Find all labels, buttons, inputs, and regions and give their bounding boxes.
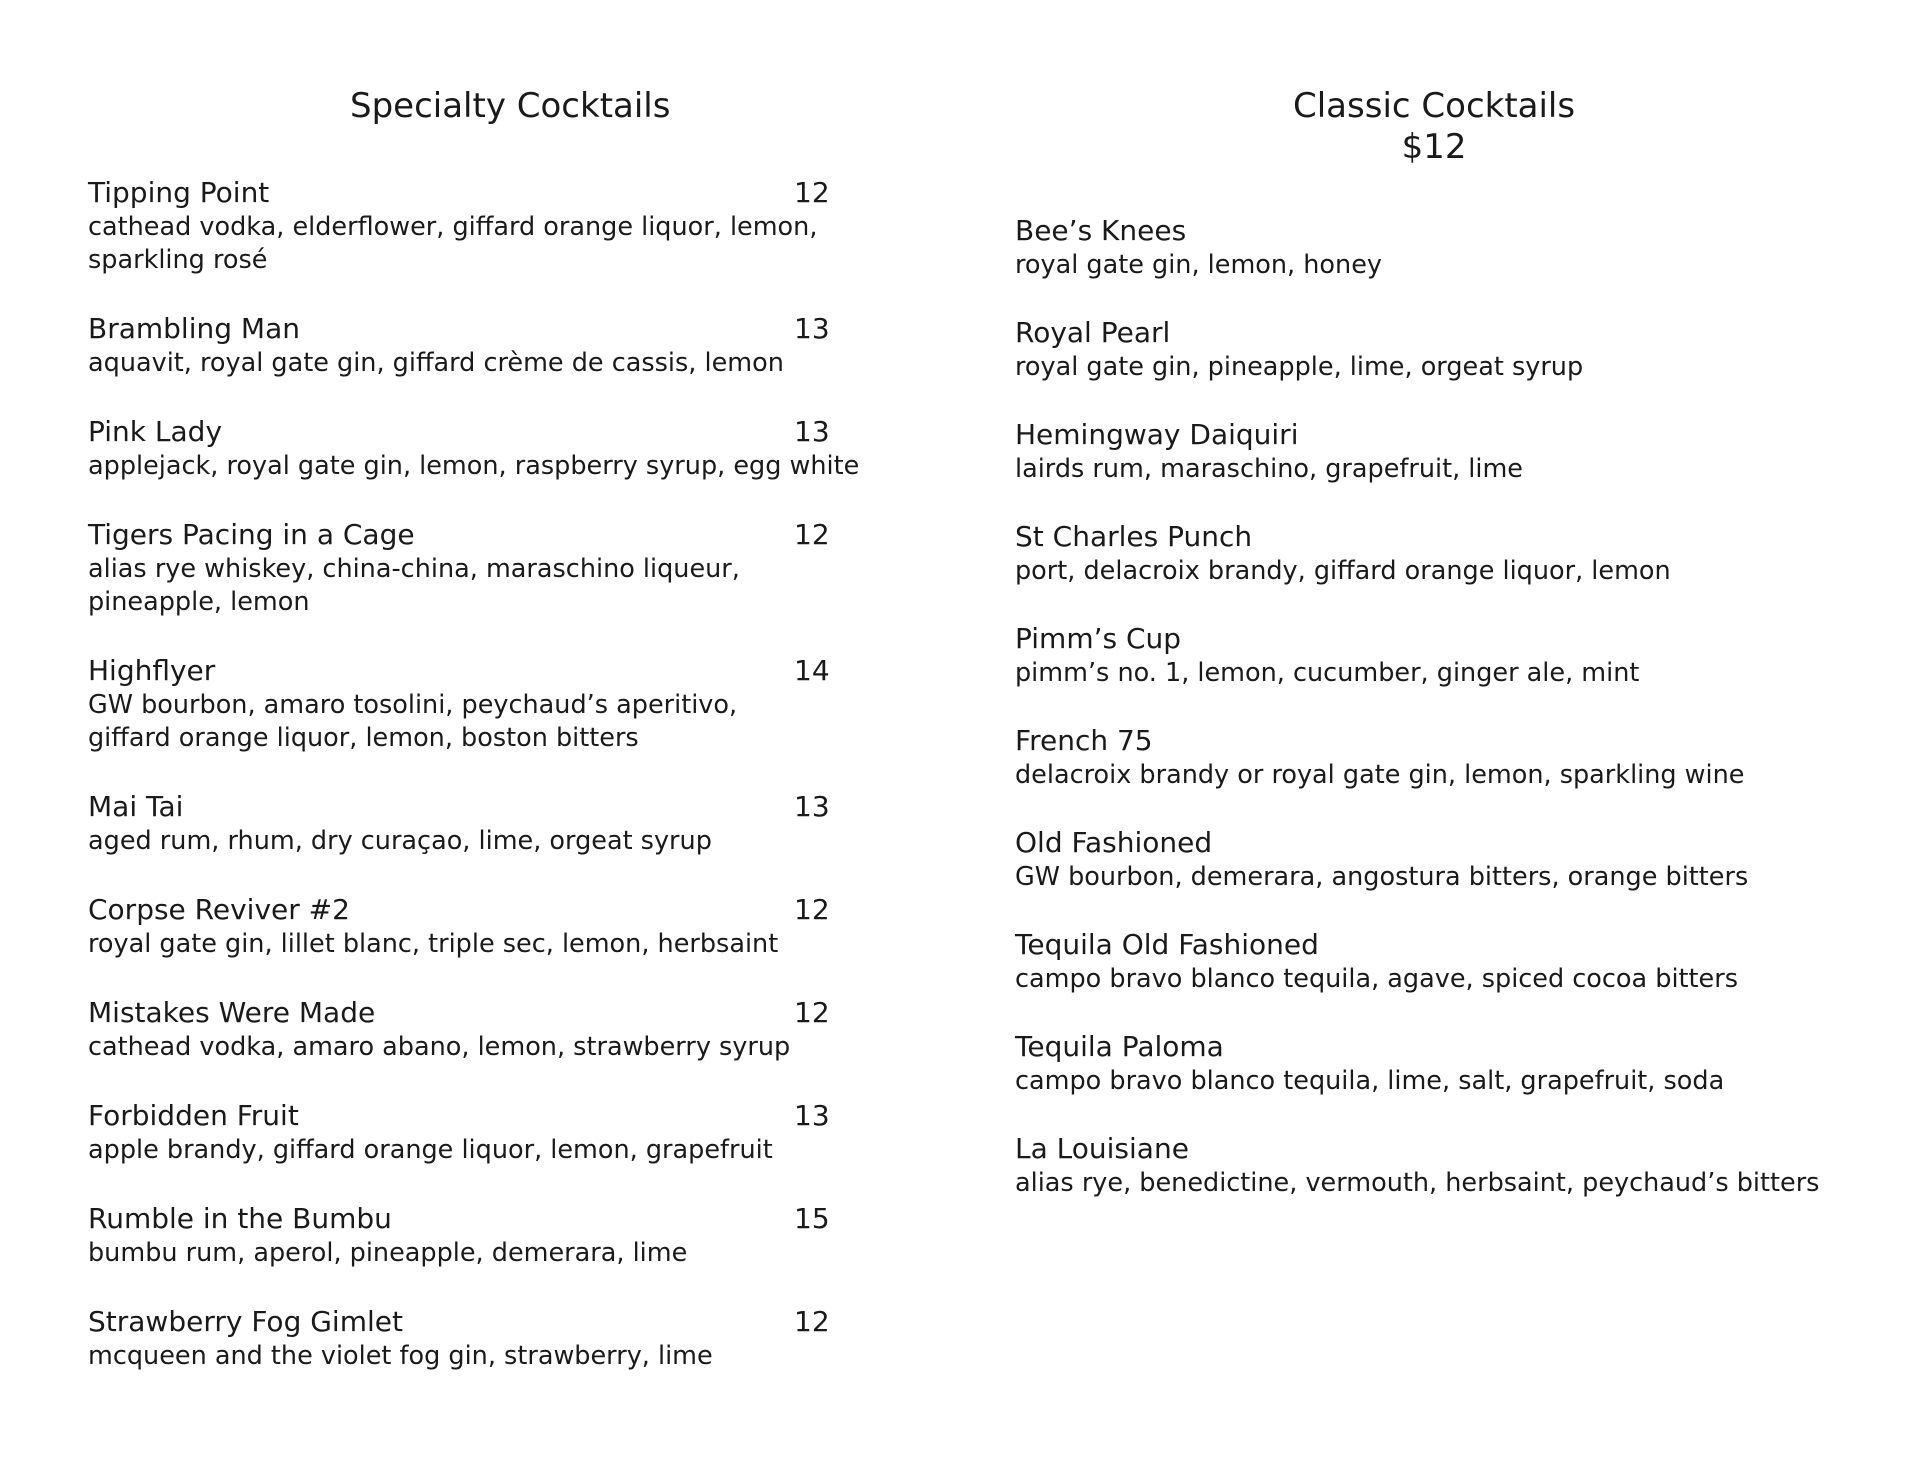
menu-item-header — [88, 892, 859, 928]
menu-item — [1015, 1131, 1819, 1200]
menu-item-name: Pink Lady — [88, 415, 223, 448]
menu-item-name: Tequila Paloma — [1015, 1030, 1224, 1063]
menu-item — [1015, 927, 1819, 996]
menu-item-header — [88, 1201, 859, 1237]
menu-item — [1015, 417, 1819, 486]
menu-item-name: French 75 — [1015, 724, 1153, 757]
menu-item-name: Pimm’s Cup — [1015, 622, 1182, 655]
menu-item — [1015, 723, 1819, 792]
specialty-cocktails-list — [88, 175, 859, 1407]
specialty-cocktails-title: Specialty Cocktails — [350, 86, 671, 126]
menu-item-price: 14 — [794, 654, 830, 687]
menu-item-header — [88, 517, 859, 553]
menu-item-header — [1015, 825, 1819, 861]
menu-item-description: delacroix brandy or royal gate gin, lemon, sparkling wine — [1015, 760, 1745, 790]
menu-item-name: Mistakes Were Made — [88, 996, 376, 1029]
classic-cocktails-list — [1015, 213, 1819, 1233]
menu-item-header — [88, 789, 859, 825]
menu-item-name: Old Fashioned — [1015, 826, 1213, 859]
menu-item-header — [88, 414, 859, 450]
menu-item — [88, 414, 859, 483]
menu-item — [1015, 213, 1819, 282]
menu-item-price: 12 — [794, 518, 830, 551]
menu-item — [88, 517, 859, 619]
menu-item — [88, 175, 859, 277]
menu-item — [88, 892, 859, 961]
menu-item-name: Corpse Reviver #2 — [88, 893, 350, 926]
menu-item-price: 13 — [794, 790, 830, 823]
menu-item-description: cathead vodka, amaro abano, lemon, strawberry syrup — [88, 1032, 791, 1062]
menu-item-description: campo bravo blanco tequila, lime, salt, grapefruit, soda — [1015, 1066, 1725, 1096]
menu-item-price: 12 — [794, 1305, 830, 1338]
menu-item-description: alias rye whiskey, china-china, maraschino liqueur, pineapple, lemon — [88, 554, 740, 617]
menu-item-description: campo bravo blanco tequila, agave, spiced cocoa bitters — [1015, 964, 1738, 994]
menu-item-price: 13 — [794, 1099, 830, 1132]
menu-item-name: Tequila Old Fashioned — [1015, 928, 1319, 961]
menu-item-description: royal gate gin, lillet blanc, triple sec, lemon, herbsaint — [88, 929, 779, 959]
menu-item — [88, 995, 859, 1064]
menu-item-header — [1015, 927, 1819, 963]
menu-item-name: Tigers Pacing in a Cage — [88, 518, 415, 551]
menu-item-description: pimm’s no. 1, lemon, cucumber, ginger ale, mint — [1015, 658, 1640, 688]
menu-item-description: port, delacroix brandy, giffard orange liquor, lemon — [1015, 556, 1671, 586]
menu-item-header — [88, 311, 859, 347]
classic-cocktails-heading — [1293, 86, 1575, 168]
menu-item — [1015, 315, 1819, 384]
menu-item-price: 15 — [794, 1202, 830, 1235]
menu-item-header — [1015, 213, 1819, 249]
menu-item-description: bumbu rum, aperol, pineapple, demerara, lime — [88, 1238, 688, 1268]
menu-item — [88, 1201, 859, 1270]
menu-item-name: Royal Pearl — [1015, 316, 1171, 349]
menu-item-name: Highflyer — [88, 654, 216, 687]
menu-item — [88, 653, 859, 755]
menu-item-name: Brambling Man — [88, 312, 300, 345]
menu-item-name: Strawberry Fog Gimlet — [88, 1305, 403, 1338]
menu-item-price: 12 — [794, 176, 830, 209]
menu-item-header — [88, 1098, 859, 1134]
classic-cocktails-price: $12 — [1401, 127, 1467, 167]
menu-item-name: Mai Tai — [88, 790, 184, 823]
menu-item-price: 13 — [794, 415, 830, 448]
classic-cocktails-title: Classic Cocktails — [1293, 86, 1576, 126]
menu-item-name: St Charles Punch — [1015, 520, 1253, 553]
menu-item-header — [1015, 621, 1819, 657]
menu-item-name: Bee’s Knees — [1015, 214, 1187, 247]
menu-item — [88, 789, 859, 858]
menu-item-name: Rumble in the Bumbu — [88, 1202, 392, 1235]
menu-item — [1015, 621, 1819, 690]
menu-item-header — [88, 1304, 859, 1340]
menu-item-header — [1015, 1029, 1819, 1065]
menu-item-description: alias rye, benedictine, vermouth, herbsaint, peychaud’s bitters — [1015, 1168, 1820, 1198]
menu-item-description: GW bourbon, amaro tosolini, peychaud’s aperitivo, giffard orange liquor, lemon, boston bitters — [88, 690, 738, 753]
menu-item-description: cathead vodka, elderflower, giffard orange liquor, lemon, sparkling rosé — [88, 212, 818, 275]
menu-item-description: royal gate gin, lemon, honey — [1015, 250, 1382, 280]
menu-item-description: applejack, royal gate gin, lemon, raspberry syrup, egg white — [88, 451, 860, 481]
menu-item-description: lairds rum, maraschino, grapefruit, lime — [1015, 454, 1523, 484]
menu-item-description: mcqueen and the violet fog gin, strawberry, lime — [88, 1341, 713, 1371]
menu-item — [88, 1098, 859, 1167]
menu-item — [1015, 1029, 1819, 1098]
menu-item-header — [1015, 1131, 1819, 1167]
menu-item-description: apple brandy, giffard orange liquor, lemon, grapefruit — [88, 1135, 773, 1165]
menu-item — [88, 311, 859, 380]
menu-item-description: aged rum, rhum, dry curaçao, lime, orgeat syrup — [88, 826, 712, 856]
menu-item-header — [1015, 723, 1819, 759]
menu-item-price: 12 — [794, 996, 830, 1029]
menu-item-header — [88, 175, 859, 211]
menu-item-header — [88, 653, 859, 689]
menu-item-description: GW bourbon, demerara, angostura bitters, orange bitters — [1015, 862, 1749, 892]
menu-item-name: Hemingway Daiquiri — [1015, 418, 1299, 451]
menu-item-header — [1015, 417, 1819, 453]
menu-item-header — [1015, 519, 1819, 555]
menu-item-name: Forbidden Fruit — [88, 1099, 299, 1132]
menu-item — [1015, 519, 1819, 588]
menu-item-header — [88, 995, 859, 1031]
menu-item-description: royal gate gin, pineapple, lime, orgeat syrup — [1015, 352, 1584, 382]
menu-item-description: aquavit, royal gate gin, giffard crème de cassis, lemon — [88, 348, 784, 378]
menu-item-name: La Louisiane — [1015, 1132, 1189, 1165]
menu-item-price: 13 — [794, 312, 830, 345]
menu-item-price: 12 — [794, 893, 830, 926]
menu-item-header — [1015, 315, 1819, 351]
menu-item — [88, 1304, 859, 1373]
menu-item-name: Tipping Point — [88, 176, 270, 209]
menu-item — [1015, 825, 1819, 894]
